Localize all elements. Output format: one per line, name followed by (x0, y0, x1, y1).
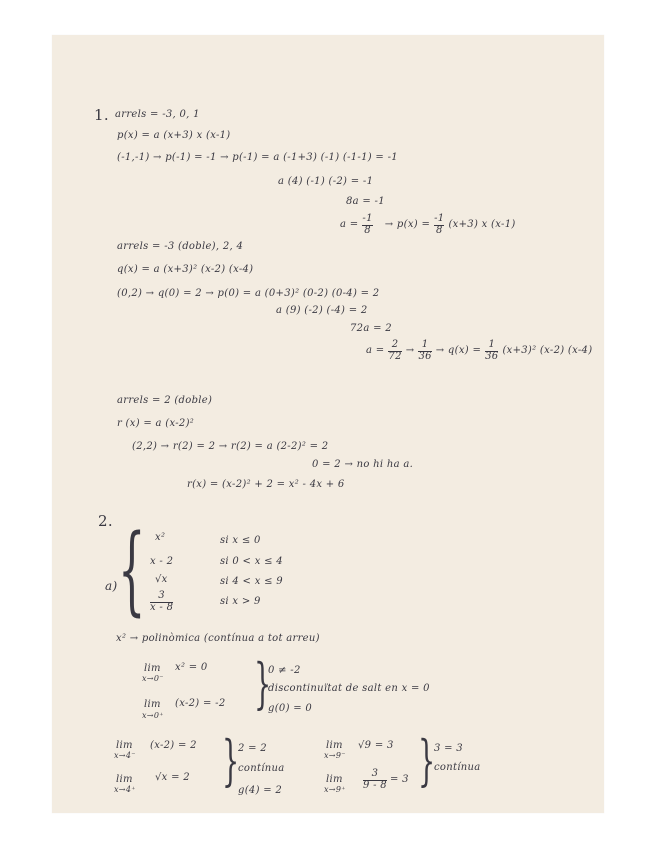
lim2-expression: (x-2) = -2 (175, 698, 226, 709)
q1b-roots: arrels = -3 (doble), 2, 4 (117, 241, 244, 252)
question-1-number: 1. (94, 106, 109, 124)
group1-line-2: discontinuïtat de salt en x = 0 (268, 683, 430, 694)
group3-line-2: contínua (434, 762, 481, 773)
lim4-subscript: x→4⁺ (114, 785, 136, 794)
piece-cond-2: si 0 < x ≤ 4 (220, 556, 283, 567)
q1b-q-definition: q(x) = a (x+3)² (x-2) (x-4) (117, 264, 254, 275)
q1a-a-denominator: 8 (364, 224, 371, 236)
q1c-line-3: r(x) = (x-2)² + 2 = x² - 4x + 6 (187, 479, 345, 490)
lim3-expression: (x-2) = 2 (150, 740, 197, 751)
q1b-fraction-2-denominator: 36 (418, 350, 432, 362)
q1c-r-definition: r (x) = a (x-2)² (117, 418, 195, 429)
question-2-number: 2. (98, 512, 113, 530)
lim6-result: = 3 (389, 774, 409, 785)
q1a-result-fraction (434, 214, 444, 236)
group2-line-2: contínua (238, 763, 285, 774)
q1b-result-suffix: (x+3)² (x-2) (x-4) (502, 345, 593, 356)
q2a-label: a) (105, 579, 118, 593)
q1a-result (340, 214, 516, 236)
q1b-fraction-3 (485, 340, 498, 362)
group1-brace: } (254, 652, 272, 715)
lim6-word: lim (326, 774, 343, 785)
piecewise-brace: { (118, 514, 146, 626)
q1b-result (366, 340, 592, 362)
piece-expr-2: x - 2 (150, 556, 174, 567)
lim4-word: lim (116, 774, 133, 785)
q1b-result-prefix: → q(x) = (435, 345, 482, 356)
q1a-result-denominator: 8 (435, 224, 443, 236)
piece-cond-4: si x > 9 (220, 596, 261, 607)
group2-line-1: 2 = 2 (238, 743, 267, 754)
lim5-subscript: x→9⁻ (324, 751, 346, 760)
q1b-line-2: a (9) (-2) (-4) = 2 (276, 305, 368, 316)
q1a-result-suffix: (x+3) x (x-1) (448, 219, 516, 230)
q1b-fraction-3-denominator: 36 (485, 350, 499, 362)
group1-line-1: 0 ≠ -2 (268, 665, 301, 676)
q1c-line-1: (2,2) → r(2) = 2 → r(2) = a (2-2)² = 2 (132, 441, 329, 452)
q1a-a-numerator: -1 (362, 213, 373, 224)
lim1-word: lim (144, 663, 161, 674)
q1b-fraction-1 (388, 340, 401, 362)
piece-cond-3: si 4 < x ≤ 9 (220, 576, 283, 587)
lim6-numerator: 3 (371, 768, 379, 779)
q1a-result-numerator: -1 (434, 213, 445, 224)
piece-expr-1: x² (155, 532, 166, 543)
group2-brace: } (222, 729, 240, 792)
q1b-line-3: 72a = 2 (350, 323, 392, 334)
q1a-p-definition: p(x) = a (x+3) x (x-1) (117, 130, 231, 141)
q1a-a-fraction (362, 214, 372, 236)
lim1-expression: x² = 0 (175, 662, 208, 673)
q1a-result-prefix: → p(x) = (384, 219, 431, 230)
q1a-roots: arrels = -3, 0, 1 (115, 109, 200, 120)
piece-expr-4-numerator: 3 (158, 590, 165, 601)
q1c-line-2: 0 = 2 → no hi ha a. (312, 459, 414, 470)
q1b-fraction-1-numerator: 2 (391, 339, 399, 350)
lim2-subscript: x→0⁺ (142, 711, 164, 720)
q1a-line-2: a (4) (-1) (-2) = -1 (278, 176, 374, 187)
lim5-word: lim (326, 740, 343, 751)
piece-expr-3: √x (155, 574, 168, 585)
group3-brace: } (418, 729, 436, 792)
group1-line-3: g(0) = 0 (268, 703, 313, 714)
lim6-expression (363, 769, 409, 791)
q1a-line-3: 8a = -1 (346, 196, 385, 207)
lim2-word: lim (144, 699, 161, 710)
piece-expr-4 (150, 591, 173, 613)
q1b-fraction-3-numerator: 1 (488, 339, 496, 350)
q1b-arrow: → (405, 345, 415, 356)
q1b-fraction-1-denominator: 72 (388, 350, 402, 362)
lim3-subscript: x→4⁻ (114, 751, 136, 760)
piece-cond-1: si x ≤ 0 (220, 535, 261, 546)
q1a-a-equals: a = (340, 219, 359, 230)
lim5-expression: √9 = 3 (358, 740, 394, 751)
q1c-roots: arrels = 2 (doble) (117, 395, 213, 406)
q1b-fraction-2-numerator: 1 (421, 339, 429, 350)
lim1-subscript: x→0⁻ (142, 674, 164, 683)
q1a-line-1: (-1,-1) → p(-1) = -1 → p(-1) = a (-1+3) (-1) (-1-1) = -1 (117, 152, 398, 163)
q1b-line-1: (0,2) → q(0) = 2 → p(0) = a (0+3)² (0-2) (0-4) = 2 (117, 288, 380, 299)
lim6-subscript: x→9⁺ (324, 785, 346, 794)
lim3-word: lim (116, 740, 133, 751)
piece-expr-4-fraction (150, 591, 173, 613)
lim6-denominator: 9 - 8 (363, 779, 387, 791)
q1b-a-equals: a = (366, 345, 385, 356)
group2-line-3: g(4) = 2 (238, 785, 283, 796)
q1b-fraction-2 (418, 340, 431, 362)
polynomial-note: x² → polinòmica (contínua a tot arreu) (116, 633, 320, 644)
lim4-expression: √x = 2 (155, 772, 190, 783)
group3-line-1: 3 = 3 (434, 743, 463, 754)
lim6-fraction (363, 769, 387, 791)
piece-expr-4-denominator: x - 8 (150, 601, 174, 613)
